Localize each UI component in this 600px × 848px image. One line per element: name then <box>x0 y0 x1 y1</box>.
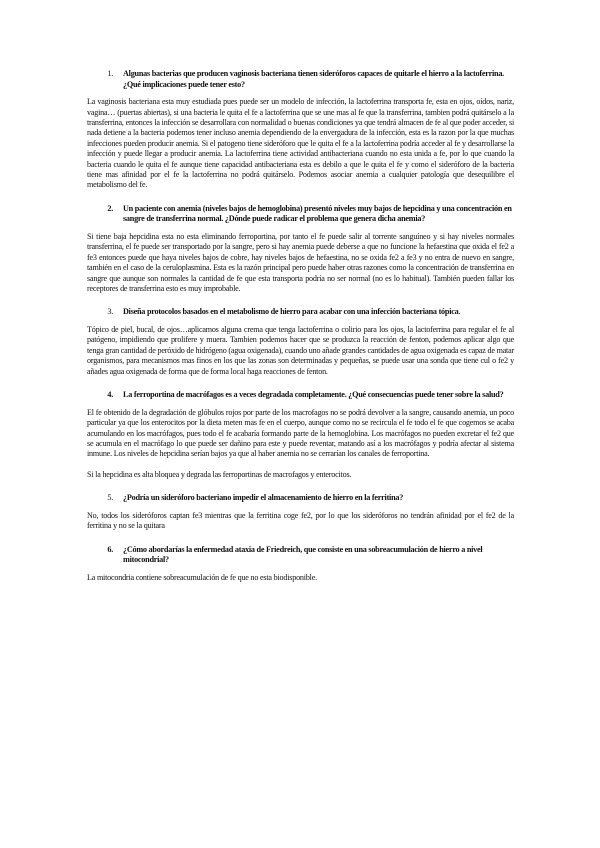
question-6 <box>87 545 514 566</box>
question-1 <box>87 69 514 90</box>
question-2 <box>87 204 514 225</box>
question-number: 6. <box>107 544 113 554</box>
question-number: 3. <box>107 307 113 317</box>
answer-4-paragraph-1: El fe obtenido de la degradación de glóbulos rojos por parte de los macrofagos no se podrá devolver a la sangre, causando anemia, un poco particular ya que los enterocitos por la dieta meten mas fe en el cuerpo, aunque como no se recircula el fe todo el fe que cogemos se acaba acumulando en los macrófagos, pues todo el fe acabaría formando parte de la hemoglobina. Los macrófagos no pueden excretar el fe2 que se acumula en el macrófago lo que puede ser dañino para este y puede reventar, matando así a los macrófagos y podría afectar al sistema inmune. Los niveles de hepcidina serían bajos ya que al haber anemia no se cerrarían los canales de ferroportina. <box>87 407 514 459</box>
question-bold-text: La ferroportina de macrófagos es a veces degradada completamente. ¿Qué consecuencias puede tener sobre la salud? <box>123 390 504 400</box>
question-text <box>123 493 514 504</box>
question-text <box>123 545 514 566</box>
question-text <box>123 390 514 401</box>
question-bold-text: Diseña protocolos basados en el metabolismo de hierro para acabar con una infección bacteriana tópica <box>123 307 459 317</box>
answer-1: La vaginosis bacteriana esta muy estudiada pues puede ser un modelo de infección, la lactoferrina transporta fe, esta en ojos, oídos, nariz, vagina… (puertas abiertas), si una bacteria le quita el fe a lactoferrina que se une mas al fe que la transferrina, tambien podrá quitárselo a la transferrina, entonces la infección se desarrollara con normalidad o buenas condiciones ya que tendrá almacen de fe al que poder acceder, si nada detiene a la bacteria podemos tener incluso anemia dependiendo de la envergadura de la infección, esta es la razon por la que muchas infecciones pueden producir anemia. Si el patogeno tiene sideróforo que le quita el fe a la lactoferrina podría acceder al fe y desarrollarse la infección y puede llegar a producir anemia. La lactoferrina tiene actividad antibacteriana cuando no esta unida a fe, por lo que cuando la bacteria cuando le quita el fe aunque tiene capacidad antibacteriana esta es debilo a que le quita el fe y como el sideróforo de la bacteria tiene mas afinidad por el fe la lactoferrina no podrá quitárselo. Podemos asociar anemia a cualquier patología que desequilibre el metabolismo del fe. <box>87 97 514 190</box>
question-bold-text: ¿Podría un sideróforo bacteriano impedir el almacenamiento de hierro en la ferritina? <box>123 493 404 503</box>
question-bold-text: ¿Cómo abordarías la enfermedad ataxia de Friedreich, que consiste en una sobreacumulación de hierro a nivel mitocondrial? <box>123 544 483 565</box>
question-plain-text: . <box>458 307 461 317</box>
question-number: 2. <box>107 203 113 213</box>
answer-4-paragraph-2: Si la hepcidina es alta bloquea y degrada las ferroportinas de macrofagos y enterocitos. <box>87 469 352 479</box>
question-4 <box>87 390 514 401</box>
answer-6: La mitocondria contiene sobreacumulación de fe que no esta biodisponible. <box>87 572 317 582</box>
question-bold-text: Algunas bacterias que producen vaginosis bacteriana tienen sideróforos capaces de quitarle el hierro a la lactoferrina. ¿Qué implicaciones puede tener esto? <box>123 69 504 89</box>
question-number: 4. <box>107 390 113 400</box>
question-bold-text: Un paciente con anemia (niveles bajos de hemoglobina) presentó niveles muy bajos de hepcidina y una concentración en sangre de transferrina normal. ¿Dónde puede radicar el problema que genera dicha anemia? <box>123 203 512 224</box>
answer-5: No, todos los sideróforos captan fe3 mientras que la ferritina coge fe2, por lo que los sideróforos no tendrán afinidad por el fe2 de la ferritina y no se la quitara <box>87 510 514 531</box>
question-3 <box>87 307 514 318</box>
question-number: 1. <box>107 69 113 78</box>
question-number: 5. <box>107 493 113 503</box>
question-text <box>123 307 514 318</box>
question-5 <box>87 493 514 504</box>
question-text <box>123 69 514 90</box>
answer-2: Si tiene baja hepcidina esta no esta eliminando ferroportina, por tanto el fe puede salir al torrente sanguíneo y si hay niveles normales transferrina, el fe puede ser transportado por la sangre, pero si hay anemia puede deberse a que no funcione la hefaestina que oxida el fe2 a fe3 entonces puede que haya niveles bajos de cobre, hay niveles bajos de hefaestina, no se oxida fe2 a fe3 y no entra de nuevo en sangre, también en el caso de la ceruloplasmina. Esta es la razón principal pero puede haber otras razones como la concentración de transferrina en sangre que aunque son normales la cantidad de fe que esta transporta podría no ser normal (no es lo habitual). También pueden fallar los receptores de transferrina esto es muy improbable. <box>87 232 514 294</box>
answer-3: Tópico de piel, bucal, de ojos…aplicamos alguna crema que tenga lactoferrina o colirio para los ojos, la lactoferrina para regular el fe al patógeno, impidiendo que prolifere y muera. Tambien podemos hacer que se produzca la reacción de fenton, podemos aplicar algo que tenga gran cantidad de peróxido de hidrógeno (agua oxigenada), cuando uno añade grandes cantidades de agua oxigenada es capaz de matar organismos, para mecanismos mas finos en los que las zonas son determinadas y pequeñas, se puede usar una sonda que tiene cul o fe2 y añades agua oxigenada de forma que de forma local haga reacciones de fenton. <box>87 325 514 376</box>
question-text <box>123 204 514 225</box>
